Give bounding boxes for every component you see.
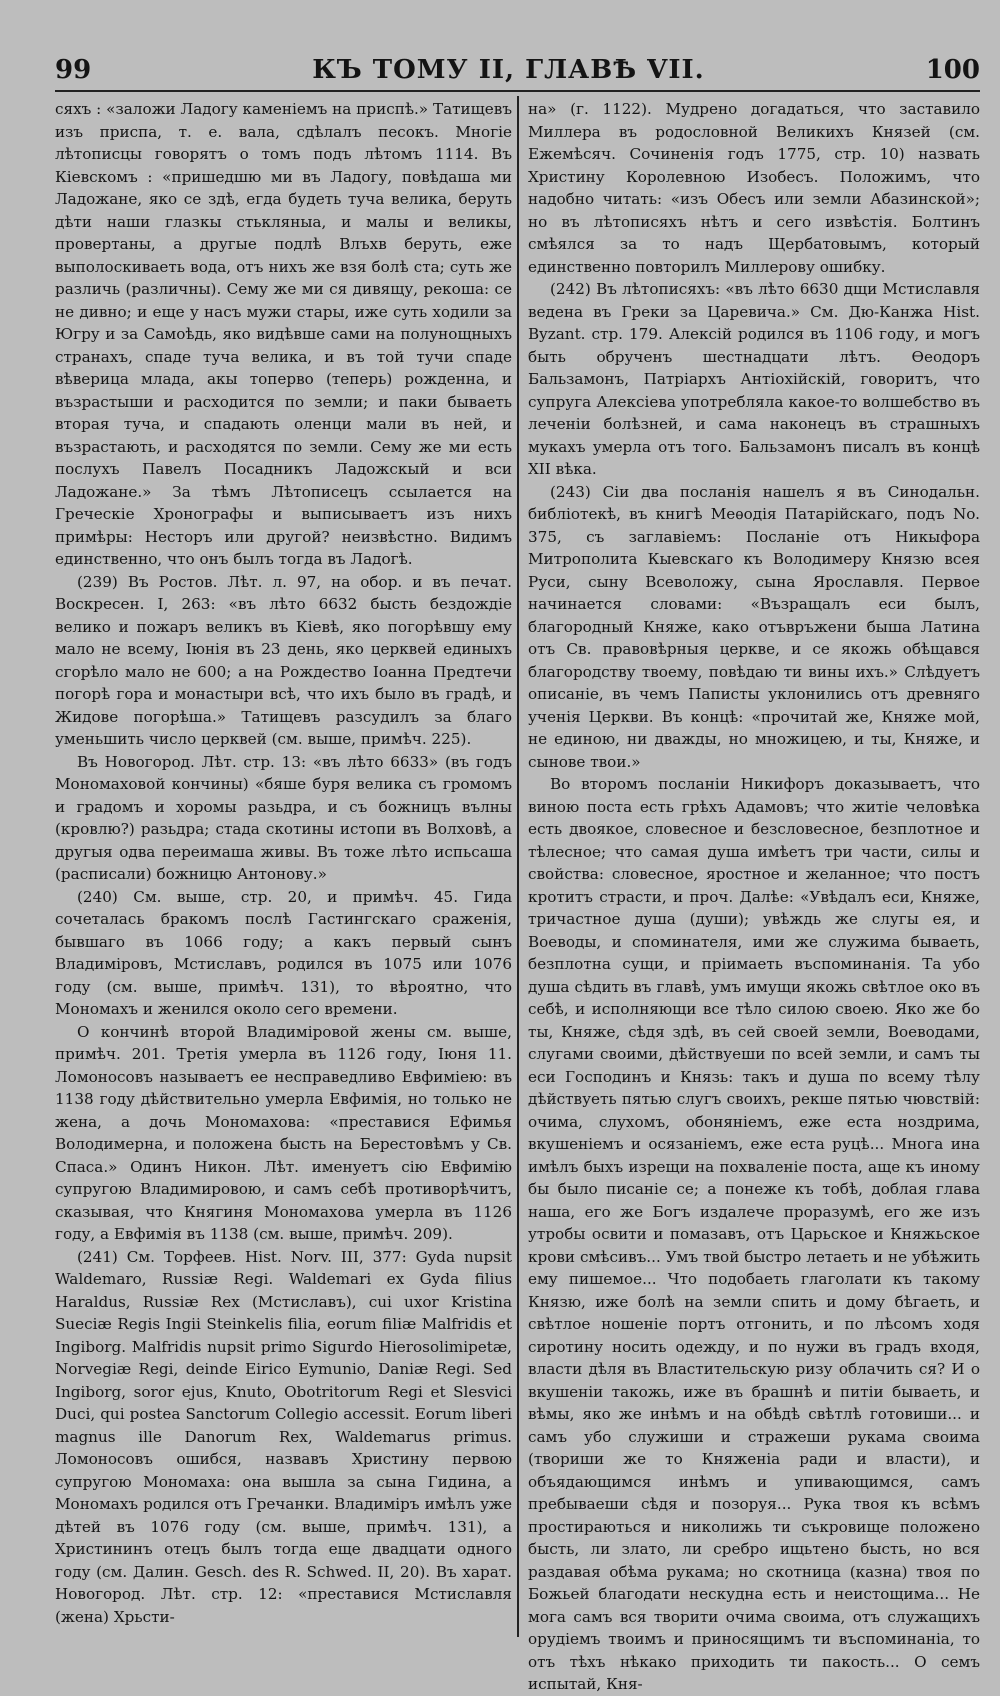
paragraph: (242) Въ лѣтописяхъ: «въ лѣто 6630 дщи Мстиславля ведена въ Греки за Царевича.» См. Дю-Канжа Hist. Byzant. стр. 179. Алексій родился въ 1106 году, и могъ быть обрученъ шестнадцати лѣтъ. Ѳеодоръ Бальзамонъ, Патріархъ Антіохійскій, говоритъ, что супруга Алексіева употребляла какое-то волшебство въ леченіи болѣзней, и сама наконецъ въ страшныхъ мукахъ умерла отъ того. Бальзамонъ писалъ въ концѣ XII вѣка. [528,280,980,478]
right-column [528,98,980,1693]
paragraph: (240) См. выше, стр. 20, и примѣч. 45. Гида сочеталась бракомъ послѣ Гастингскаго сраженія, бывшаго въ 1066 году; а какъ первый сынъ Владиміровъ, Мстиславъ, родился въ 1075 или 1076 году (см. выше, примѣч. 131), то вѣроятно, что Мономахъ и женился около сего времени. [55,887,512,1018]
column-divider [517,96,519,1637]
paragraph: (239) Въ Ростов. Лѣт. л. 97, на обор. и въ печат. Воскресен. I, 263: «въ лѣто 6632 бысть бездождіе велико и пожаръ великъ въ Кіевѣ, яко погорѣвшу ему мало не всему, Іюнія въ 23 день, яко церквей единыхъ сгорѣло мало не 600; а на Рождество Іоанна Предтечи погорѣ гора и монастыри всѣ, что ихъ было въ градѣ, и Жидове погорѣша.» Татищевъ разсудилъ за благо уменьшить число церквей (см. выше, примѣч. 225). [55,572,512,748]
page-header [55,50,980,90]
paragraph: на» (г. 1122). Мудрено догадаться, что заставило Миллера въ родословной Великихъ Князей (см. Ежемѣсяч. Сочиненія годъ 1775, стр. 10) назвать Христину Королевною Изобесъ. Положимъ, что надобно читать: «изъ Обесъ или земли Абазинской»; но въ лѣтописяхъ нѣтъ и сего извѣстія. Болтинъ смѣялся за то надъ Щербатовымъ, который единственно повторилъ Миллерову ошибку. [528,100,980,276]
page-number-right: 100 [925,55,980,85]
paragraph: (243) Сіи два посланія нашелъ я въ Синодальн. библіотекѣ, въ книгѣ Меѳодія Патарійскаго, подъ No. 375, съ заглавіемъ: Посланіе отъ Никыфора Митрополита Кыевскаго къ Володимеру Князю всея Руси, сыну Всеволожу, сына Ярославля. Первое начинается словами: «Възращалъ еси былъ, благородный Княже, како отъвръжени быша Латина отъ Св. правовѣрныя церкве, и се якожь обѣщався благородству твоему, повѣдаю ти вины ихъ.» Слѣдуетъ описаніе, въ чемъ Паписты уклонились отъ древняго ученія Церкви. Въ концѣ: «прочитай же, Княже мой, не единою, ни дважды, но множицею, и ты, Княже, и сынове твои.» [528,482,980,771]
paragraph: Во второмъ посланіи Никифоръ доказываетъ, что виною поста есть грѣхъ Адамовъ; что житіе человѣка есть двоякое, словесное и безсловесное, безплотное и тѣлесное; что самая душа имѣетъ три части, силы и свойства: словесное, яростное и желанное; что постъ кротитъ страсти, и проч. Далѣе: «Увѣдалъ еси, Княже, тричастное душа (души); увѣждь же слугы ея, и Воеводы, и споминателя, ими же служима бываеть, безплотна сущи, и пріимаеть въспоминанія. Та убо душа сѣдить въ главѣ, умъ имущи якожь свѣтлое око въ себѣ, и исполняющи все тѣло силою своею. Яко же бо ты, Княже, сѣдя здѣ, въ сей своей земли, Воеводами, слугами своими, дѣйствуеши по всей земли, и самъ ты еси Господинъ и Князь: такъ и душа по всему тѣлу дѣйствуеть пятью слугъ своихъ, рекше пятью чювствій: очима, слухомъ, обоняніемъ, еже еста ноздрима, вкушеніемъ и осязаніемъ, еже еста руцѣ... Многа ина имѣлъ быхъ изрещи на похваленіе поста, аще къ иному бы было писаніе се; а понеже къ тобѣ, доблая глава наша, его же Богъ издалече проразумѣ, его же изъ утробы освити и помазавъ, отъ Царьское и Княжьское крови смѣсивъ... Умъ твой быстро летаеть и не убѣжить ему пишемое... Что подобаеть глаголати къ такому Князю, иже болѣ на земли спить и дому бѣгаеть, и свѣтлое ношеніе портъ отгонить, и по лѣсомъ ходя сиротину носить одежду, и по нужи въ градъ входя, власти дѣля въ Властительскую ризу облачить ся? И о вкушеніи такожь, иже въ брашнѣ и питіи бываеть, и вѣмы, яко же инѣмъ и на обѣдѣ свѣтлѣ готовиши... и самъ убо служиши и стражеши рукама своима (твориши же то Княженіа ради и власти), и объядающимся инѣмъ и упивающимся, самъ пребываеши сѣдя и позоруя... Рука твоя къ всѣмъ простираються и николижь ти съкровище положено бысть, ли злато, ли сребро ищьтено бысть, но вся раздавая обѣма рукама; но скотница (казна) твоя по Божьей благодати нескудна есть и неистощима... Не мога самъ вся творити очима своима, отъ служащихъ орудіемъ твоимъ и приносящимъ ти въспоминаніа, то отъ тѣхъ нѣкако приходить ти пакость... О семъ испытай, Кня- [528,775,980,1693]
left-column [55,98,512,1635]
header-rule [55,90,980,92]
page-number-left: 99 [55,55,92,85]
paragraph: сяхъ : «заложи Ладогу каменіемъ на приспѣ.» Татищевъ изъ приспа, т. е. вала, сдѣлалъ песокъ. Многіе лѣтописцы говорятъ о томъ подъ лѣтомъ 1114. Въ Кіевскомъ : «пришедшю ми въ Ладогу, повѣдаша ми Ладожане, яко се здѣ, егда будеть туча велика, беруть дѣти наши глазкы стькляныа, и малы и великы, провертаны, а другые подлѣ Влъхв беруть, еже выполоскиваеть вода, отъ нихъ же взя болѣ ста; суть же различь (различны). Сему же ми ся дивящу, рекоша: се не дивно; и еще у насъ мужи стары, иже суть ходили за Югру и за Самоѣдь, яко видѣвше сами на полунощныхъ странахъ, спаде туча велика, и въ той тучи спаде вѣверица млада, акы топерво (теперь) рожденна, и възрастыши и расходится по земли; и паки бываеть вторая туча, и спадають оленци мали въ ней, и възрастають, и расходятся по земли. Сему же ми есть послухъ Павелъ Посадникъ Ладожскый и вси Ладожане.» За тѣмъ Лѣтописецъ ссылается на Греческіе Хронографы и выписываетъ изъ нихъ примѣры: Несторъ или другой? неизвѣстно. Видимъ единственно, что онъ былъ тогда въ Ладогѣ. [55,100,512,568]
paragraph: Въ Новогород. Лѣт. стр. 13: «въ лѣто 6633» (въ годъ Мономаховой кончины) «бяше буря велика съ громомъ и градомъ и хоромы разьдра, и съ божницъ вълны (кровлю?) разьдра; стада скотины истопи въ Волховѣ, а другыя одва переимаша живы. Въ тоже лѣто испьсаша (расписали) божницю Антонову.» [55,752,512,883]
paragraph: О кончинѣ второй Владиміровой жены см. выше, примѣч. 201. Третія умерла въ 1126 году, Іюня 11. Ломоносовъ называетъ ее несправедливо Евфиміею: въ 1138 году дѣйствительно умерла Евфимія, но только не жена, а дочь Мономахова: «преставися Ефимья Володимерна, и положена бысть на Берестовѣмъ у Св. Спаса.» Одинъ Никон. Лѣт. именуетъ сію Евфимію супругою Владимировою, и самъ себѣ противорѣчитъ, сказывая, что Княгиня Мономахова умерла въ 1126 году, а Евфимія въ 1138 (см. выше, примѣч. 209). [55,1022,512,1243]
paragraph: (241) См. Торфеев. Hist. Norv. III, 377: Gyda nupsit Waldemaro, Russiæ Regi. Waldemari ex Gyda filius Haraldus, Russiæ Rex (Мстиславъ), cui uxor Kristina Sueciæ Regis Ingii Steinkelis filia, eorum filiæ Malfridis et Ingiborg. Malfridis nupsit primo Sigurdo Hierosolimipetæ, Norvegiæ Regi, deinde Eirico Eymunio, Daniæ Regi. Sed Ingiborg, soror ejus, Knuto, Obotritorum Regi et Slesvici Duci, qui postea Sanctorum Collegio accessit. Eorum liberi magnus ille Danorum Rex, Waldemarus primus. Ломоносовъ ошибся, назвавъ Христину первою супругою Мономаха: она вышла за сына Гидина, а Мономахъ родился отъ Гречанки. Владиміръ имѣлъ уже дѣтей въ 1076 году (см. выше, примѣч. 131), а Христининъ отецъ былъ тогда еще двадцати одного году (см. Далин. Gesch. des R. Schwed. II, 20). Въ харат. Новогород. Лѣт. стр. 12: «преставися Мстиславля (жена) Хрьсти- [55,1247,512,1626]
running-title: КЪ ТОМУ II, ГЛАВѢ VII. [312,55,705,85]
